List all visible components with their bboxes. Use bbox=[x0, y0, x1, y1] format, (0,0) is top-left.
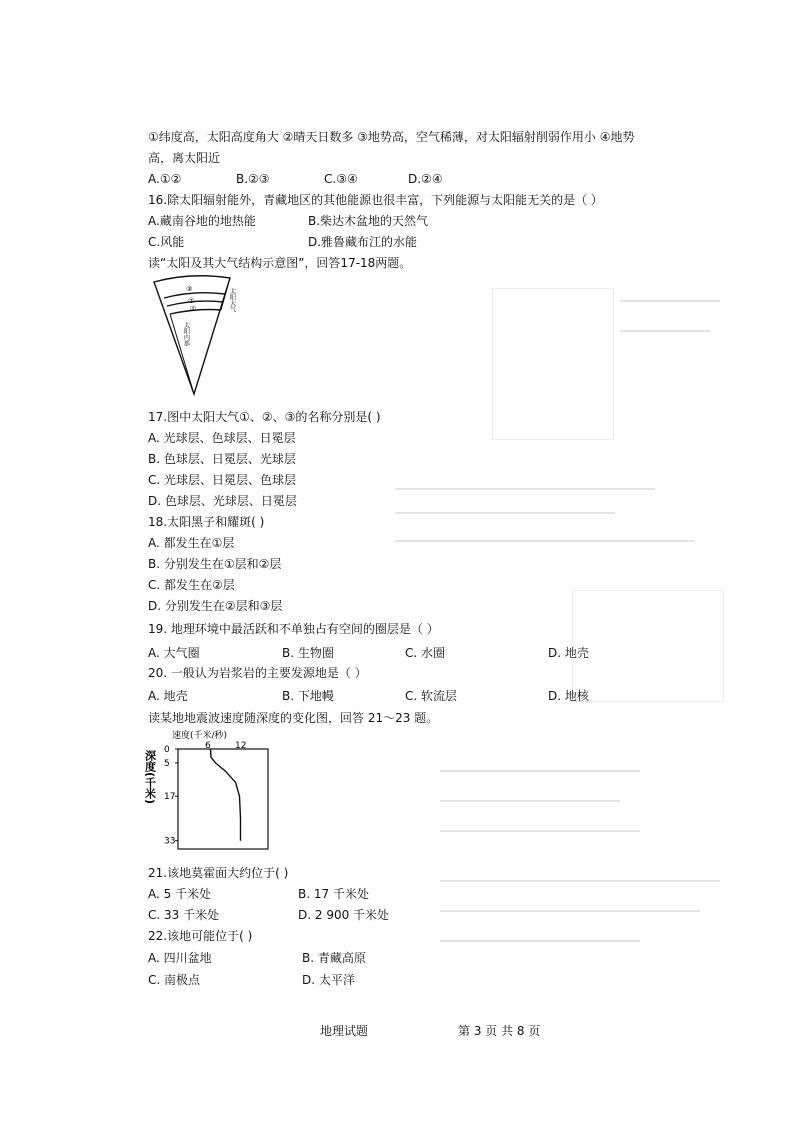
layer-3-label: ③ bbox=[186, 285, 193, 293]
velocity-curve bbox=[211, 749, 241, 841]
question-20-stem: 20. 一般认为岩浆岩的主要发源地是（ ） bbox=[148, 666, 367, 680]
q19-option-a: A. 大气圈 bbox=[148, 646, 200, 660]
solar-atmosphere-label: 太阳大气 bbox=[228, 288, 236, 312]
y-tick-label: 5 bbox=[164, 758, 170, 769]
x-tick-label: 12 bbox=[235, 741, 247, 751]
y-tick-label: 33 bbox=[164, 836, 176, 847]
q21-option-d: D. 2 900 千米处 bbox=[298, 908, 390, 922]
q19-option-d: D. 地壳 bbox=[548, 646, 589, 660]
q18-option-d: D. 分别发生在②层和③层 bbox=[148, 599, 283, 613]
q19-option-b: B. 生物圈 bbox=[282, 646, 334, 660]
option-b: B.②③ bbox=[236, 172, 270, 186]
seismic-velocity-chart bbox=[143, 728, 281, 856]
layer-2-label: ② bbox=[188, 297, 195, 305]
question-18-stem: 18.太阳黑子和耀斑( ) bbox=[148, 515, 265, 529]
reading-instruction-sun: 读“太阳及其大气结构示意图”，回答17-18两题。 bbox=[148, 256, 412, 270]
q17-option-c: C. 光球层、日冕层、色球层 bbox=[148, 473, 297, 487]
q16-option-c: C.风能 bbox=[148, 235, 185, 249]
layer-1-label: ① bbox=[190, 305, 197, 313]
option-d: D.②④ bbox=[408, 172, 443, 186]
question-19-stem: 19. 地理环境中最活跃和不单独占有空间的圈层是（ ） bbox=[148, 622, 439, 636]
q18-option-a: A. 都发生在①层 bbox=[148, 536, 235, 550]
q21-option-b: B. 17 千米处 bbox=[298, 887, 369, 901]
q21-option-c: C. 33 千米处 bbox=[148, 908, 220, 922]
y-tick-label: 0 bbox=[164, 745, 170, 755]
q22-option-a: A. 四川盆地 bbox=[148, 951, 212, 965]
q22-option-c: C. 南极点 bbox=[148, 973, 201, 987]
q20-option-c: C. 软流层 bbox=[405, 689, 458, 703]
chart-title: 速度(千米/秒) bbox=[172, 731, 228, 741]
q17-option-b: B. 色球层、日冕层、光球层 bbox=[148, 452, 296, 466]
question-22-stem: 22.该地可能位于( ) bbox=[148, 929, 253, 943]
intro-line-2: 高，离太阳近 bbox=[148, 151, 221, 165]
reading-instruction-seismic: 读某地地震波速度随深度的变化图，回答 21～23 题。 bbox=[148, 711, 439, 725]
q16-option-a: A.藏南谷地的地热能 bbox=[148, 214, 256, 228]
x-tick-label: 6 bbox=[205, 741, 211, 751]
q20-option-d: D. 地核 bbox=[548, 689, 589, 703]
q19-option-c: C. 水圈 bbox=[405, 646, 446, 660]
q17-option-d: D. 色球层、光球层、日冕层 bbox=[148, 494, 297, 508]
solar-interior-label: 太阳内部 bbox=[182, 322, 190, 346]
question-21-stem: 21.该地莫霍面大约位于( ) bbox=[148, 866, 289, 880]
q21-option-a: A. 5 千米处 bbox=[148, 887, 212, 901]
y-tick-label: 17 bbox=[164, 792, 176, 803]
intro-line-1: ①纬度高，太阳高度角大 ②晴天日数多 ③地势高，空气稀薄，对太阳辐射削弱作用小 ④地势 bbox=[148, 130, 635, 144]
q20-option-a: A. 地壳 bbox=[148, 689, 188, 703]
footer-subject: 地理试题 bbox=[320, 1024, 369, 1038]
q16-option-b: B.柴达木盆地的天然气 bbox=[308, 214, 429, 228]
option-a: A.①② bbox=[148, 172, 182, 186]
question-16-stem: 16.除太阳辐射能外，青藏地区的其他能源也很丰富，下列能源与太阳能无关的是（ ） bbox=[148, 193, 603, 207]
q16-option-d: D.雅鲁藏布江的水能 bbox=[308, 235, 418, 249]
footer-page-number: 第 3 页 共 8 页 bbox=[458, 1024, 541, 1038]
y-axis-label: 深度(千米) bbox=[143, 750, 157, 805]
sun-structure-diagram bbox=[150, 274, 250, 398]
option-c: C.③④ bbox=[324, 172, 358, 186]
q22-option-d: D. 太平洋 bbox=[302, 973, 355, 987]
plot-frame bbox=[178, 749, 268, 849]
question-17-stem: 17.图中太阳大气①、②、③的名称分别是( ) bbox=[148, 410, 381, 424]
q22-option-b: B. 青藏高原 bbox=[302, 951, 366, 965]
q20-option-b: B. 下地幔 bbox=[282, 689, 334, 703]
q18-option-b: B. 分别发生在①层和②层 bbox=[148, 557, 282, 571]
q17-option-a: A. 光球层、色球层、日冕层 bbox=[148, 431, 296, 445]
q18-option-c: C. 都发生在②层 bbox=[148, 578, 235, 592]
